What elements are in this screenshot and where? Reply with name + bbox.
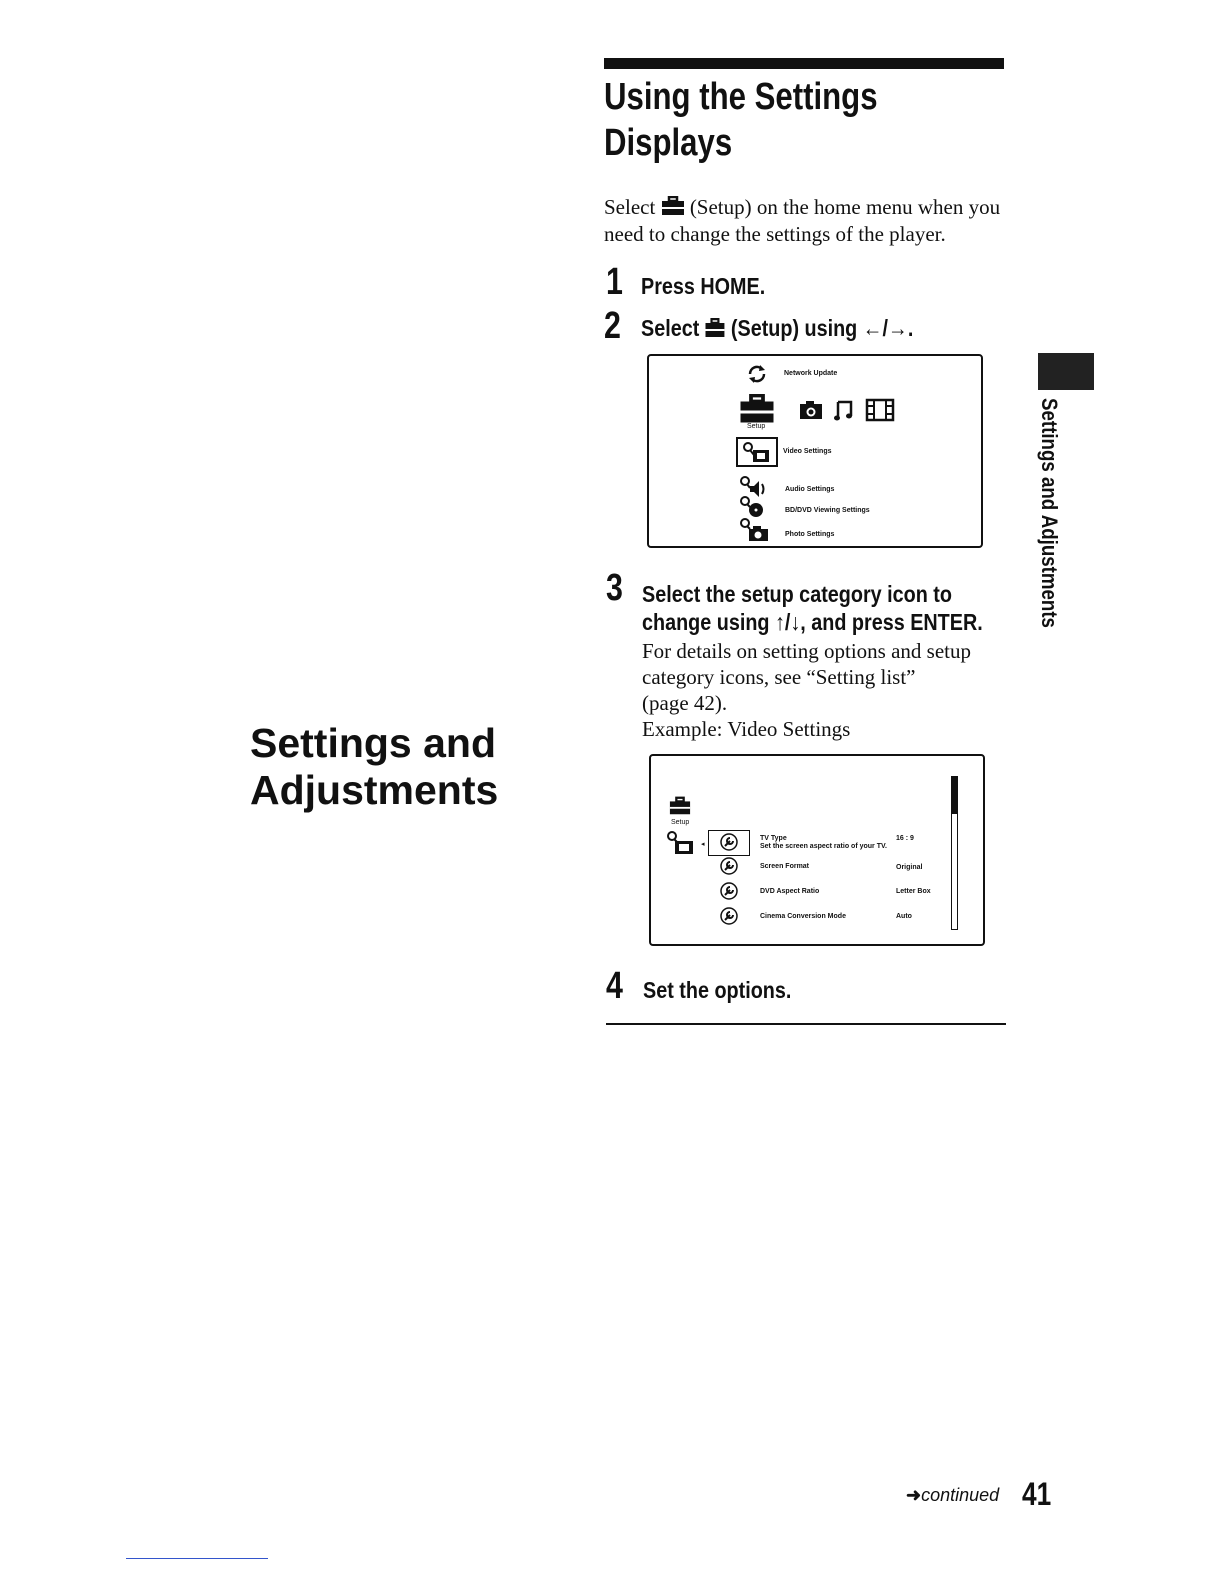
chapter-title-line-1: Settings and bbox=[250, 720, 497, 766]
step-1-text: Press HOME. bbox=[641, 273, 766, 299]
side-tab-marker bbox=[1038, 353, 1094, 390]
video-settings-icon bbox=[736, 437, 778, 467]
wrench-icon bbox=[720, 882, 738, 900]
menu-item-video-settings: Video Settings bbox=[783, 448, 832, 455]
menu-item-photo-settings: Photo Settings bbox=[785, 531, 835, 538]
toolbox-icon bbox=[669, 796, 691, 816]
step-2-number: 2 bbox=[604, 305, 621, 347]
video-settings-screenshot bbox=[649, 754, 985, 946]
arrow-right-icon: ➜ bbox=[906, 1485, 922, 1505]
step-2-text-post: (Setup) using ←/→. bbox=[730, 315, 914, 341]
step-3-detail-line-2: category icons, see “Setting list” bbox=[642, 665, 916, 689]
selection-marker: ◂ bbox=[701, 841, 705, 848]
wrench-icon bbox=[720, 907, 738, 925]
menu-item-audio-settings: Audio Settings bbox=[785, 486, 835, 493]
setup-label: Setup bbox=[671, 819, 690, 826]
step-4-number: 4 bbox=[606, 965, 623, 1007]
intro-text-pre: Select bbox=[604, 195, 656, 219]
video-settings-icon bbox=[665, 830, 695, 856]
page-number: 41 bbox=[1022, 1476, 1052, 1512]
step-2-text-pre: Select bbox=[641, 315, 700, 341]
step-4-text: Set the options. bbox=[643, 977, 792, 1003]
toolbox-icon bbox=[661, 196, 685, 214]
step-3-number: 3 bbox=[606, 567, 623, 609]
title-line-1: Using the Settings bbox=[604, 76, 878, 118]
chapter-title-line-2: Adjustments bbox=[250, 767, 499, 813]
row-hint-tv-type: Set the screen aspect ratio of your TV. bbox=[760, 843, 887, 850]
title-line-2: Displays bbox=[604, 122, 733, 164]
network-update-label: Network Update bbox=[784, 370, 838, 377]
row-label-tv-type: TV Type bbox=[760, 835, 787, 842]
toolbox-icon bbox=[705, 316, 726, 334]
row-value-tv-type: 16 : 9 bbox=[896, 835, 914, 842]
row-value-cinema-conversion-mode: Auto bbox=[896, 913, 912, 920]
photo-settings-icon bbox=[739, 518, 769, 542]
continued-note bbox=[906, 1484, 999, 1506]
step-3-detail bbox=[642, 638, 1002, 742]
row-label-dvd-aspect-ratio: DVD Aspect Ratio bbox=[760, 888, 820, 895]
disc-settings-icon bbox=[739, 496, 769, 518]
network-update-icon bbox=[746, 364, 768, 384]
setup-label: Setup bbox=[747, 423, 766, 430]
step-3-detail-line-4: Example: Video Settings bbox=[642, 717, 851, 741]
step-3-line-2: change using ↑/↓, and press ENTER. bbox=[642, 609, 983, 635]
footer-rule bbox=[126, 1558, 268, 1559]
step-2-text bbox=[641, 314, 913, 343]
wrench-icon bbox=[720, 833, 738, 851]
menu-item-bd-dvd-viewing-settings: BD/DVD Viewing Settings bbox=[785, 507, 870, 514]
step-3-line-1: Select the setup category icon to bbox=[642, 581, 952, 607]
home-menu-screenshot bbox=[647, 354, 983, 548]
scrollbar-thumb bbox=[951, 776, 958, 814]
toolbox-icon bbox=[739, 394, 775, 424]
side-tab-label: Settings and Adjustments bbox=[1037, 398, 1062, 628]
step-3-detail-line-3: (page 42). bbox=[642, 691, 728, 715]
intro-paragraph bbox=[604, 194, 1014, 248]
row-value-screen-format: Original bbox=[896, 864, 923, 871]
chapter-title bbox=[250, 720, 498, 814]
wrench-icon bbox=[720, 857, 738, 875]
page-title bbox=[604, 74, 878, 166]
step-1-number: 1 bbox=[606, 261, 623, 303]
video-icon bbox=[865, 398, 895, 422]
row-label-cinema-conversion-mode: Cinema Conversion Mode bbox=[760, 913, 846, 920]
bottom-rule bbox=[606, 1023, 1006, 1025]
row-value-dvd-aspect-ratio: Letter Box bbox=[896, 888, 931, 895]
camera-icon bbox=[799, 400, 823, 420]
music-icon bbox=[834, 398, 854, 422]
row-label-screen-format: Screen Format bbox=[760, 863, 810, 870]
continued-text: continued bbox=[921, 1485, 1000, 1505]
intro-text-post: (Setup) on the home menu when you need to change the settings of the player. bbox=[604, 195, 1001, 246]
step-3-detail-line-1: For details on setting options and setup bbox=[642, 639, 971, 663]
top-rule bbox=[604, 58, 1004, 69]
audio-settings-icon bbox=[739, 476, 769, 498]
